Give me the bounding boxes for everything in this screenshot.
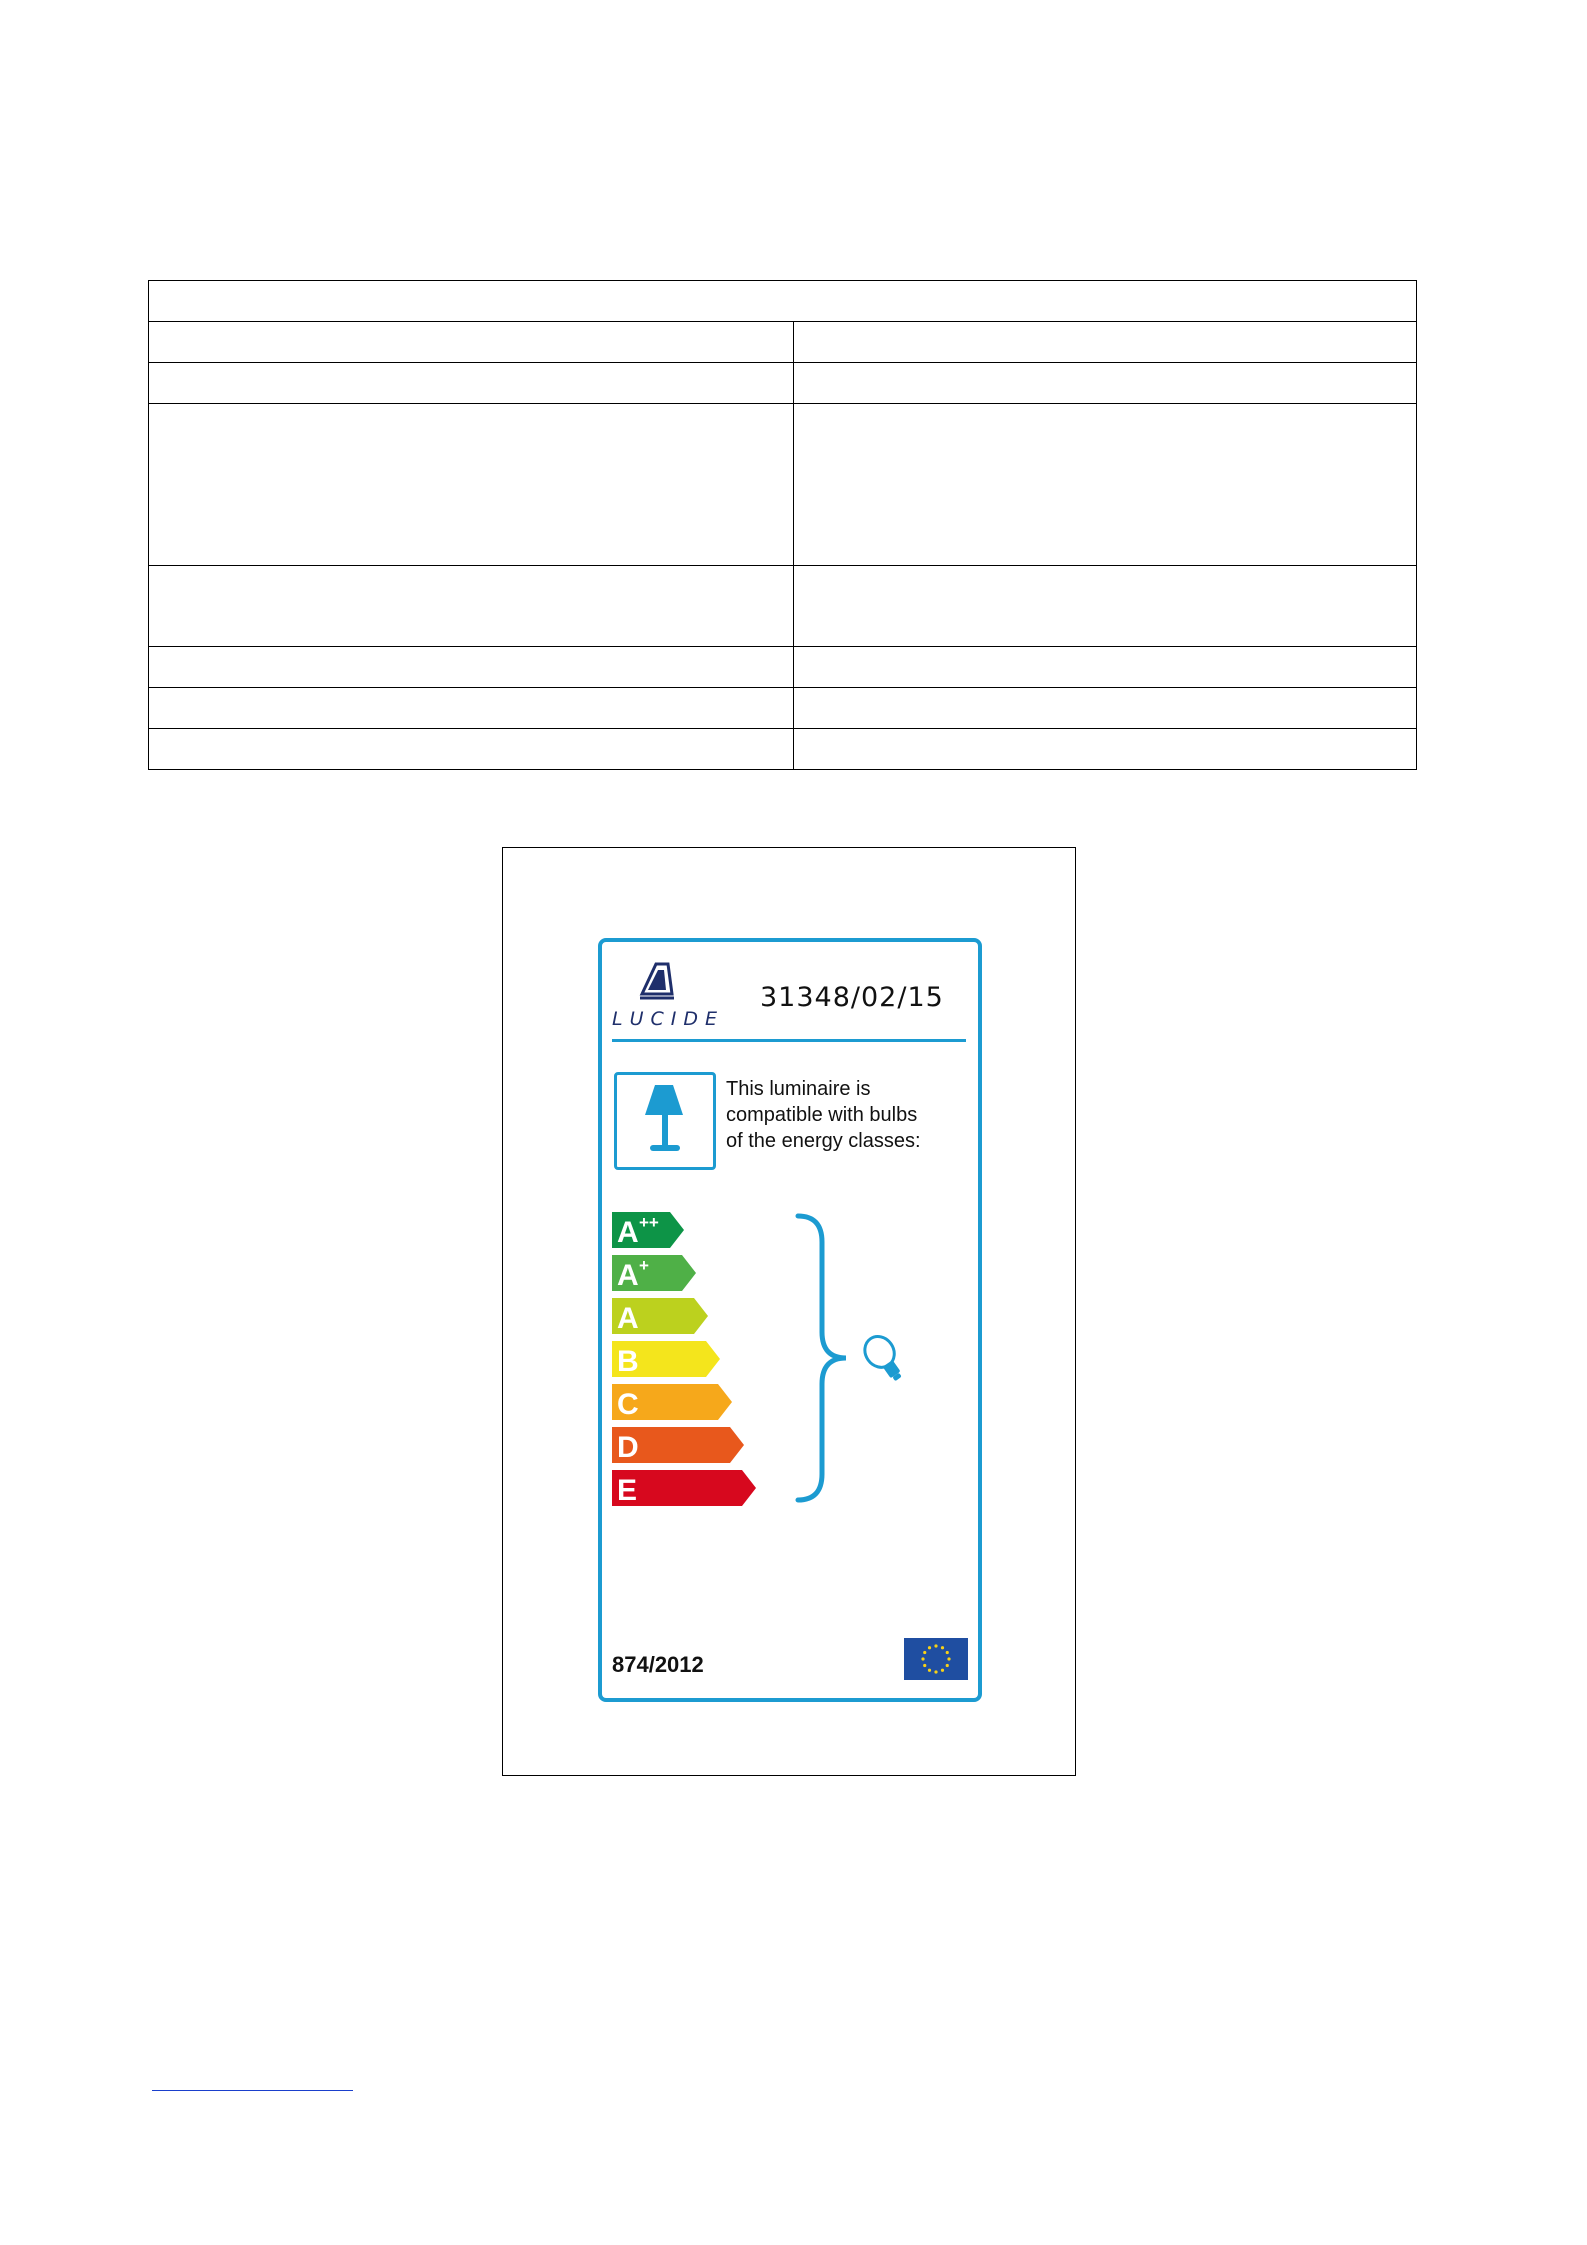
compatibility-text [726, 1076, 976, 1154]
energy-label [598, 938, 982, 1702]
energy-class-arrow [612, 1384, 732, 1421]
header-divider [612, 1039, 966, 1042]
table-header-cell [149, 281, 1417, 322]
eu-star [923, 1664, 926, 1667]
eu-flag-icon [904, 1638, 968, 1680]
lucide-logo [612, 956, 724, 1030]
energy-class-label: D [617, 1431, 639, 1464]
energy-class-label: E [617, 1474, 638, 1507]
table-cell [149, 729, 794, 770]
energy-class-arrow [612, 1298, 708, 1335]
brand-name: LUCIDE [612, 1008, 724, 1030]
energy-class-label: A [617, 1259, 639, 1292]
table-cell [794, 647, 1417, 688]
energy-class-superscript: ++ [639, 1213, 659, 1232]
eu-star [941, 1669, 944, 1672]
table-cell [794, 729, 1417, 770]
table-cell [794, 363, 1417, 404]
eu-star [941, 1646, 944, 1649]
energy-class-label: A [617, 1216, 639, 1249]
light-bulb-icon [852, 1322, 924, 1392]
table-lamp-icon [614, 1072, 716, 1170]
compatibility-line: This luminaire is [726, 1078, 871, 1100]
eu-star [946, 1651, 949, 1654]
compatibility-line: compatible with bulbs [726, 1104, 918, 1126]
energy-class-arrow [612, 1255, 696, 1292]
table-cell [794, 566, 1417, 647]
class-range-bracket [792, 1212, 852, 1504]
table-cell [794, 322, 1417, 363]
eu-star [934, 1644, 937, 1647]
energy-class-scale [612, 1212, 772, 1512]
eu-star [928, 1669, 931, 1672]
compatibility-line: of the energy classes: [726, 1130, 921, 1152]
table-cell [149, 566, 794, 647]
energy-class-label: B [617, 1345, 639, 1378]
model-number: 31348/02/15 [760, 982, 944, 1013]
table-cell [149, 404, 794, 566]
energy-class-arrow [612, 1212, 684, 1249]
product-spec-table [148, 280, 1417, 770]
energy-class-arrow [612, 1341, 720, 1378]
energy-class-label: C [617, 1388, 639, 1421]
eu-star [934, 1670, 937, 1673]
footer-link[interactable] [152, 2070, 353, 2091]
table-cell [794, 404, 1417, 566]
eu-star [947, 1657, 950, 1660]
table-cell [149, 363, 794, 404]
eu-star [946, 1664, 949, 1667]
eu-star [928, 1646, 931, 1649]
lucide-logo-mark-icon [612, 956, 722, 1016]
table-cell [149, 647, 794, 688]
table-cell [149, 322, 794, 363]
table-cell [794, 688, 1417, 729]
energy-class-arrow [612, 1427, 744, 1464]
energy-class-superscript: + [639, 1256, 649, 1275]
table-cell [149, 688, 794, 729]
eu-star [923, 1651, 926, 1654]
eu-star [921, 1657, 924, 1660]
energy-class-label: A [617, 1302, 639, 1335]
energy-class-arrow [612, 1470, 756, 1507]
regulation-number: 874/2012 [612, 1652, 704, 1677]
